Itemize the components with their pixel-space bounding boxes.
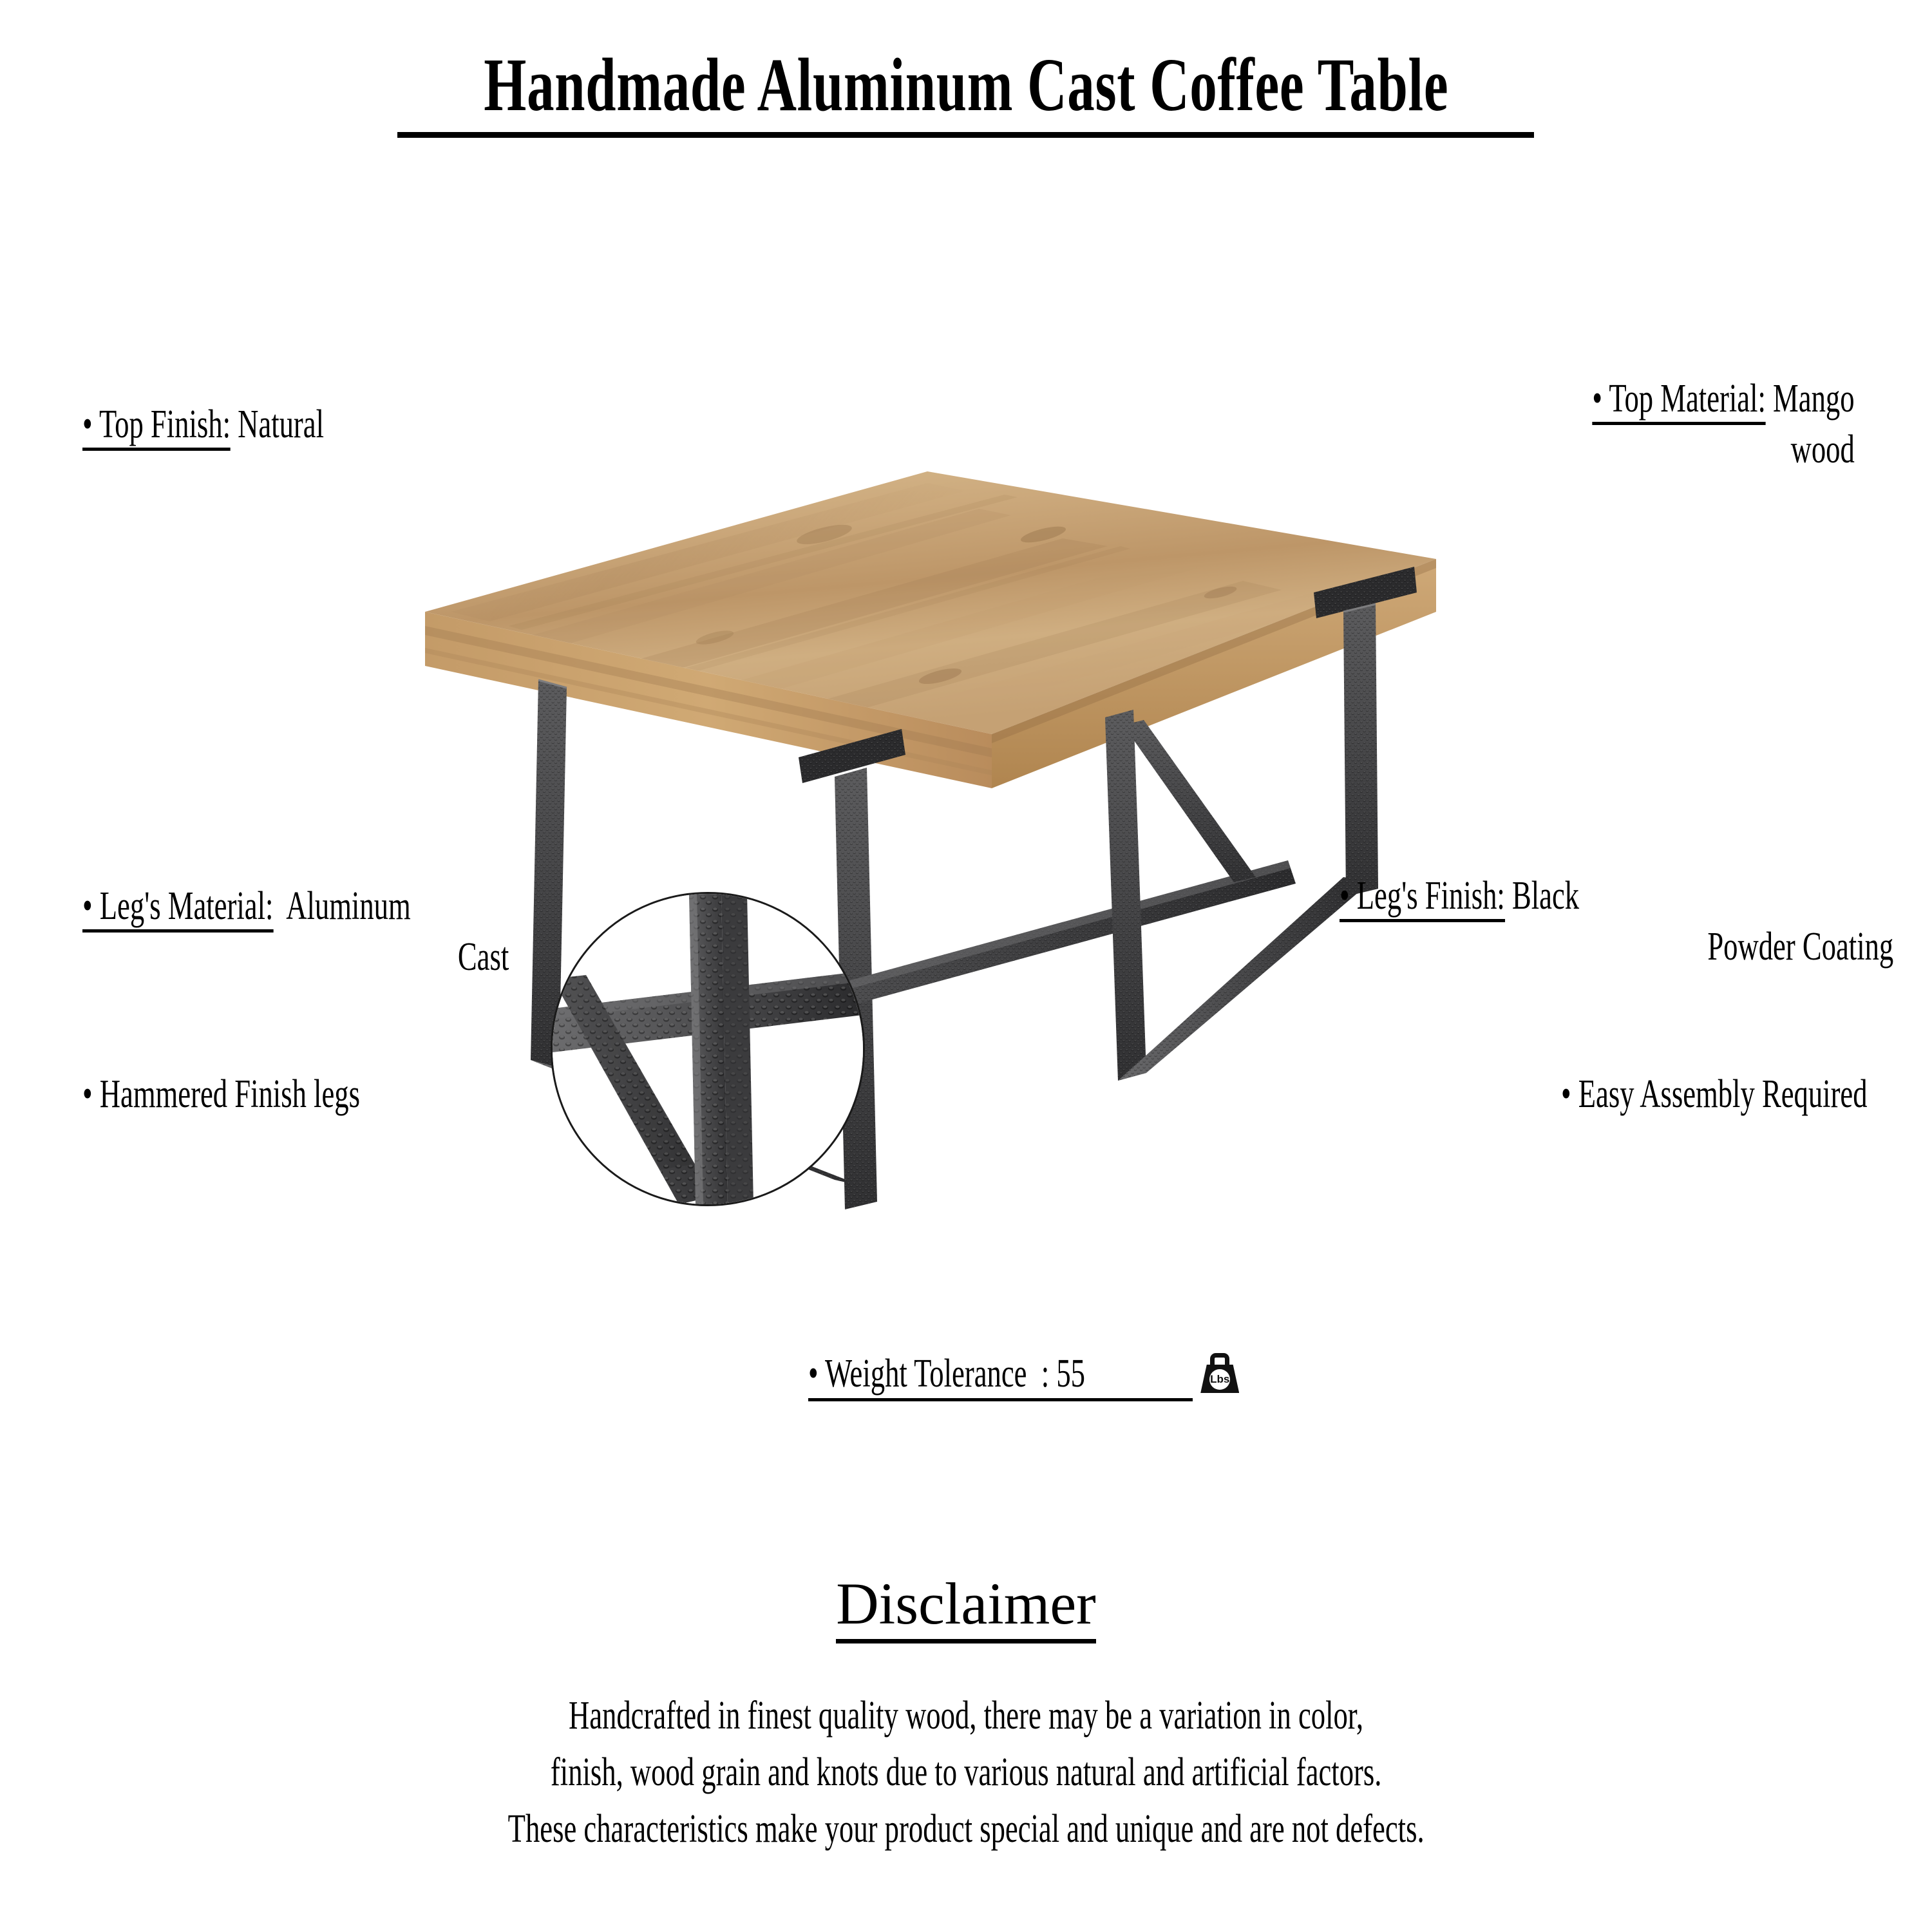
disclaimer-heading [0,1571,1932,1643]
feature-leg-material-key: • Leg's Material: [82,884,273,933]
page-title-text: Handmade Aluminum Cast Coffee Table [483,43,1449,127]
disclaimer-line-2: finish, wood grain and knots due to various natural and artificial factors. [550,1750,1382,1795]
feature-leg-material [82,881,604,983]
weight-lbs-icon [1199,1353,1240,1393]
disclaimer-line-3: These characteristics make your product special and unique and are not defects. [507,1807,1425,1852]
feature-top-material-key: • Top Material: [1593,377,1766,425]
weight-lbs-icon-label: Lbs [1209,1369,1230,1390]
feature-weight-tolerance-text: • Weight Tolerance : 55 [808,1352,1085,1396]
feature-weight-tolerance [808,1351,1240,1401]
page-title [0,45,1932,125]
feature-leg-finish-value: Black [1504,874,1580,918]
disclaimer-body [0,1687,1932,1857]
feature-leg-material-value-line2: Cast [457,935,509,980]
feature-top-finish-key: • Top Finish: [82,402,231,451]
feature-top-material-value-line2: wood [1790,428,1855,472]
feature-top-material-value: Mango [1766,377,1855,421]
feature-hammered-finish-text: • Hammered Finish legs [82,1072,360,1116]
feature-hammered-finish [82,1069,468,1120]
feature-easy-assembly-text: • Easy Assembly Required [1561,1072,1868,1116]
feature-top-finish [82,399,418,450]
feature-leg-material-value: Aluminum [273,884,411,928]
feature-leg-finish [1340,871,1893,973]
feature-leg-finish-value-line2: Powder Coating [1707,925,1893,969]
feature-top-material [1365,374,1855,476]
feature-top-finish-value: Natural [230,402,325,446]
feature-leg-finish-key: • Leg's Finish: [1340,874,1505,922]
title-underline [397,132,1534,138]
disclaimer-line-1: Handcrafted in finest quality wood, there may be a variation in color, [568,1694,1364,1738]
disclaimer-heading-text: Disclaimer [836,1571,1096,1643]
feature-easy-assembly [1442,1069,1868,1120]
